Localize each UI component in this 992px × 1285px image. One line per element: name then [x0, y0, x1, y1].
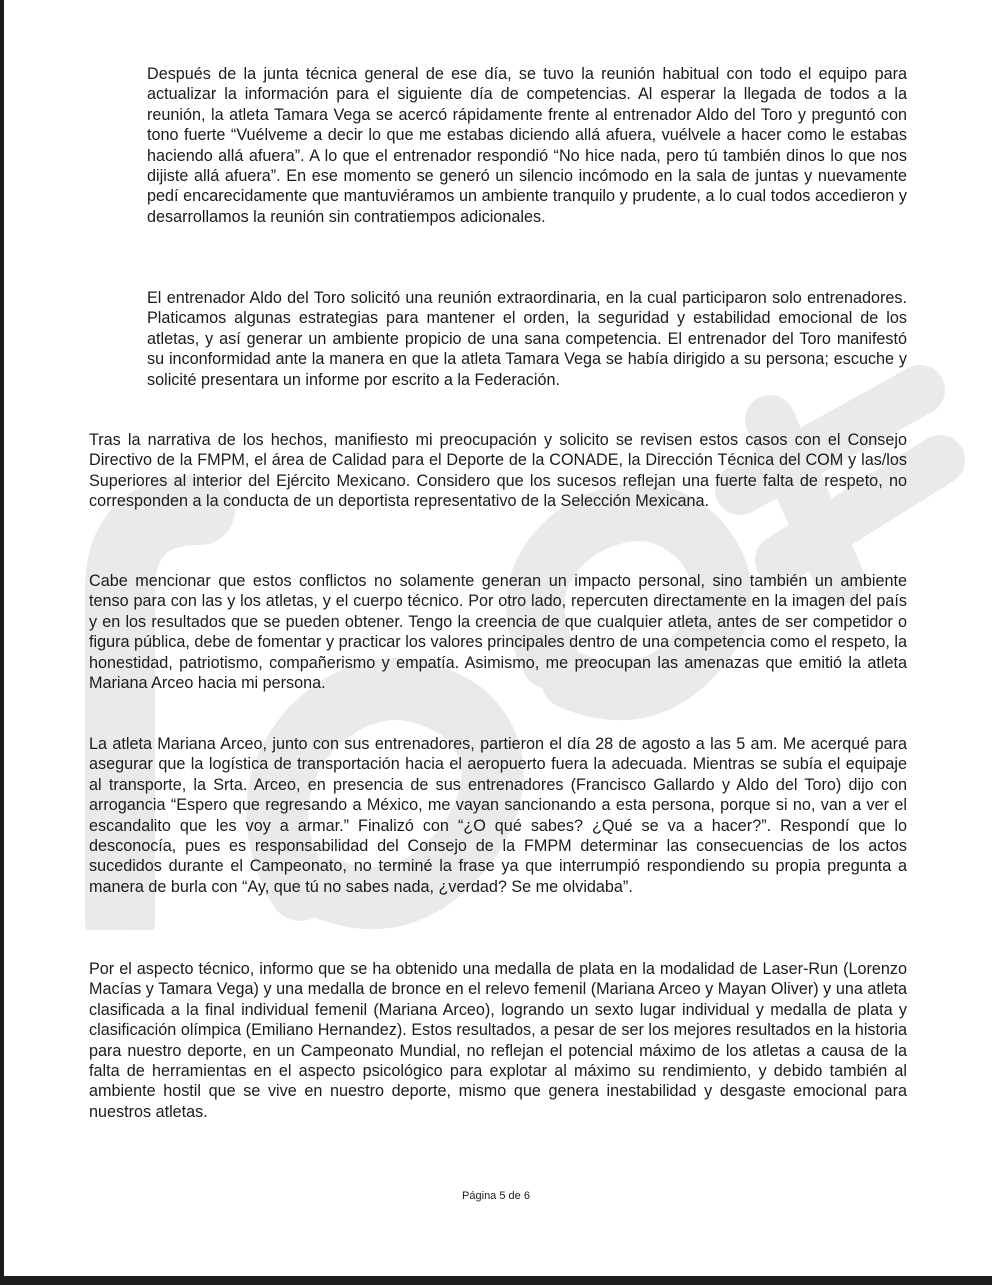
- paragraph-4: Cabe mencionar que estos conflictos no solamente generan un impacto personal, sino también un ambiente tenso para con las y los atletas, y el cuerpo técnico. Por otro lado, repercuten directamente en la imagen del país y en los resultados que se pueden obtener. Tengo la creencia de que cualquier atleta, antes de ser competidor o figura pública, debe de fomentar y practicar los valores principales dentro de una competencia como el respeto, la honestidad, patriotismo, compañerismo y empatía. Asimismo, me preocupan las amenazas que emitió la atleta Mariana Arceo hacia mi persona.: [89, 572, 907, 693]
- page-left-edge: [0, 0, 4, 1285]
- paragraph-6: Por el aspecto técnico, informo que se ha obtenido una medalla de plata en la modalidad de Laser-Run (Lorenzo Macías y Tamara Vega) y una medalla de bronce en el relevo femenil (Mariana Arceo y Mayan Oliver) y una atleta clasificada a la final individual femenil (Mariana Arceo), logrando un sexto lugar individual y medalla de plata y clasificación olímpica (Emiliano Hernandez). Estos resultados, a pesar de ser los mejores resultados en la historia para nuestro deporte, en un Campeonato Mundial, no reflejan el potencial máximo de los atletas a causa de la falta de herramientas en el aspecto psicológico para explotar al máximo su rendimiento, y debido también al ambiente hostil que se vive en nuestro deporte, mismo que genera inestabilidad y desgaste emocional para nuestros atletas.: [89, 960, 907, 1121]
- page-number-footer: Página 5 de 6: [462, 1190, 530, 1202]
- paragraph-3: Tras la narrativa de los hechos, manifiesto mi preocupación y solicito se revisen estos casos con el Consejo Directivo de la FMPM, el área de Calidad para el Deporte de la CONADE, la Dirección Técnica del COM y las/los Superiores al interior del Ejército Mexicano. Considero que los sucesos reflejan una fuerte falta de respeto, no corresponden a la conducta de un deportista representativo de la Selección Mexicana.: [89, 431, 907, 511]
- page-bottom-edge: [0, 1276, 992, 1285]
- paragraph-5: La atleta Mariana Arceo, junto con sus entrenadores, partieron el día 28 de agosto a las 5 am. Me acerqué para asegurar que la logística de transportación hacia el aeropuerto fuera la adecuada. Mientras se subía el equipaje al transporte, la Srta. Arceo, en presencia de sus entrenadores (Francisco Gallardo y Aldo del Toro) dijo con arrogancia “Espero que regresando a México, me vayan sancionando a esta persona, porque si no, van a ver el escandalito que les voy a armar.” Finalizó con “¿O qué sabes? ¿Qué se va a hacer?”. Respondí que lo desconocía, pues es responsabilidad del Consejo de la FMPM determinar las consecuencias de los actos sucedidos durante el Campeonato, no terminé la frase ya que interrumpió respondiendo su propia pregunta a manera de burla con “Ay, que tú no sabes nada, ¿verdad? Se me olvidaba”.: [89, 735, 907, 896]
- paragraph-2: El entrenador Aldo del Toro solicitó una reunión extraordinaria, en la cual participaron solo entrenadores. Platicamos algunas estrategias para mantener el orden, la seguridad y estabilidad emocional de los atletas, y así generar un ambiente propicio de una sana competencia. El entrenador del Toro manifestó su inconformidad ante la manera en que la atleta Tamara Vega se había dirigido a su persona; escuche y solicité presentara un informe por escrito a la Federación.: [147, 289, 907, 389]
- paragraph-1: Después de la junta técnica general de ese día, se tuvo la reunión habitual con todo el equipo para actualizar la información para el siguiente día de competencias. Al esperar la llegada de todos a la reunión, la atleta Tamara Vega se acercó rápidamente frente al entrenador Aldo del Toro y preguntó con tono fuerte “Vuélveme a decir lo que me estabas diciendo allá afuera, vuélvele a hacer como le estabas haciendo allá afuera”. A lo que el entrenador respondió “No hice nada, pero tú también dinos lo que nos dijiste allá afuera”. En ese momento se generó un silencio incómodo en la sala de juntas y nuevamente pedí encarecidamente que mantuviéramos un ambiente tranquilo y prudente, a lo cual todos accedieron y desarrollamos la reunión sin contratiempos adicionales.: [147, 65, 907, 226]
